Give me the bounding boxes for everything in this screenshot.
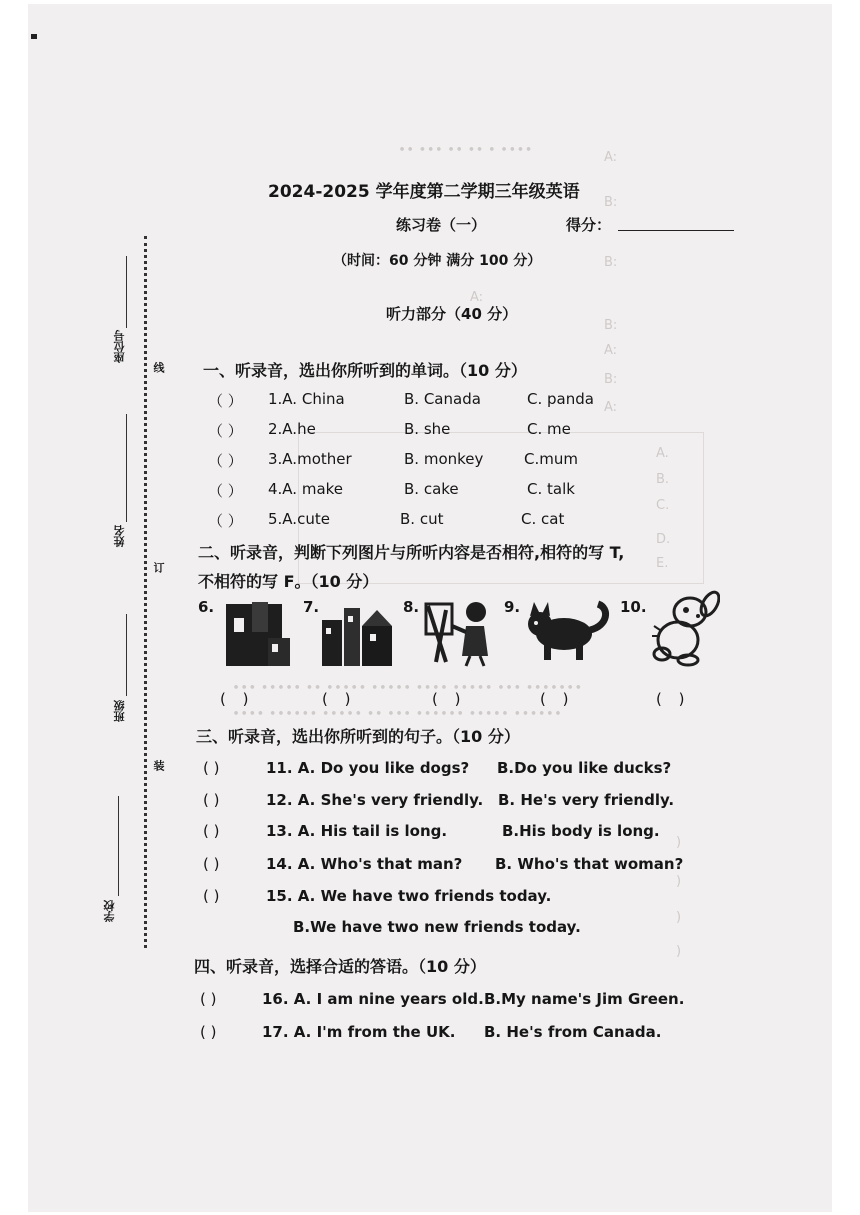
option-b: B. He's very friendly.: [498, 791, 675, 809]
section3-title: 三、听录音，选出你所听到的句子。（10 分）: [196, 727, 520, 746]
option-a: 13. A. His tail is long.: [266, 822, 448, 840]
option-b: B. cut: [400, 510, 444, 528]
option-c: C. panda: [527, 390, 594, 408]
corner-mark: [31, 34, 37, 39]
option-b: B.Do you like ducks?: [497, 759, 672, 777]
option-c: C.mum: [524, 450, 578, 468]
exam-title: 2024-2025 学年度第二学期三年级英语: [268, 182, 580, 202]
option-a: 3.A.mother: [268, 450, 352, 468]
option-b: B. Who's that woman?: [495, 855, 684, 873]
binding-char-staple: 订: [152, 562, 165, 573]
exam-subtitle: 练习卷（一）: [396, 216, 487, 234]
picture-number: 7.: [303, 598, 320, 616]
binding-char-bind: 装: [152, 760, 165, 771]
answer-blank[interactable]: ( ): [203, 855, 220, 873]
option-b: B. she: [404, 420, 451, 438]
option-c: C. me: [527, 420, 571, 438]
name-label: 姓名: [113, 525, 126, 547]
option-b: B. He's from Canada.: [484, 1023, 662, 1041]
house-icon: [222, 600, 298, 670]
score-label: 得分：: [566, 216, 612, 234]
option-a: 1.A. China: [268, 390, 345, 408]
section2-title-line2: 不相符的写 F。（10 分）: [198, 572, 379, 591]
cat-icon: [524, 596, 614, 666]
option-a: 12. A. She's very friendly.: [266, 791, 484, 809]
answer-blank[interactable]: （ ）: [208, 482, 243, 500]
section1-title: 一、听录音，选出你所听到的单词。（10 分）: [203, 361, 527, 380]
seat-number-label: 座位号: [113, 330, 126, 363]
answer-blank[interactable]: ( ): [322, 690, 357, 708]
girl-drawing-icon: [422, 596, 492, 668]
answer-blank[interactable]: ( ): [203, 822, 220, 840]
option-b: B. cake: [404, 480, 459, 498]
option-b: B.We have two new friends today.: [293, 918, 581, 936]
answer-blank[interactable]: ( ): [432, 690, 467, 708]
option-a: 2.A.he: [268, 420, 316, 438]
picture-number: 6.: [198, 598, 215, 616]
option-c: C. talk: [527, 480, 575, 498]
school-field[interactable]: [118, 796, 119, 896]
answer-blank[interactable]: （ ）: [208, 452, 243, 470]
option-b: B. monkey: [404, 450, 484, 468]
binding-char-line: 线: [152, 362, 165, 373]
option-a: 14. A. Who's that man?: [266, 855, 463, 873]
option-a: 17. A. I'm from the UK.: [262, 1023, 456, 1041]
option-a: 16. A. I am nine years old.: [262, 990, 484, 1008]
option-b: B.His body is long.: [502, 822, 660, 840]
school-label: 学校: [103, 900, 116, 922]
option-b: B.My name's Jim Green.: [484, 990, 685, 1008]
picture-number: 8.: [403, 598, 420, 616]
answer-blank[interactable]: ( ): [220, 690, 255, 708]
option-a: 5.A.cute: [268, 510, 330, 528]
score-field[interactable]: [618, 230, 734, 231]
city-scene-icon: [318, 600, 398, 670]
name-field[interactable]: [126, 414, 127, 522]
answer-blank[interactable]: （ ）: [208, 422, 243, 440]
answer-blank[interactable]: ( ): [203, 759, 220, 777]
section2-title-line1: 二、听录音，判断下列图片与所听内容是否相符,相符的写 T,: [198, 543, 625, 562]
answer-blank[interactable]: ( ): [656, 690, 691, 708]
time-info: （时间：60 分钟 满分 100 分）: [333, 253, 542, 269]
answer-blank[interactable]: （ ）: [208, 392, 243, 410]
section4-title: 四、听录音，选择合适的答语。（10 分）: [194, 957, 486, 976]
rabbit-icon: [648, 590, 720, 670]
class-field[interactable]: [126, 614, 127, 696]
answer-blank[interactable]: ( ): [200, 990, 217, 1008]
answer-blank[interactable]: ( ): [200, 1023, 217, 1041]
option-c: C. cat: [521, 510, 565, 528]
option-b: B. Canada: [404, 390, 481, 408]
option-a: 11. A. Do you like dogs?: [266, 759, 470, 777]
picture-number: 10.: [620, 598, 647, 616]
seat-number-field[interactable]: [126, 256, 127, 328]
picture-number: 9.: [504, 598, 521, 616]
class-label: 班级: [113, 700, 126, 722]
binding-dotted-line: [144, 236, 147, 948]
answer-blank[interactable]: ( ): [203, 887, 220, 905]
answer-blank[interactable]: ( ): [203, 791, 220, 809]
answer-blank[interactable]: ( ): [540, 690, 575, 708]
option-a: 4.A. make: [268, 480, 344, 498]
answer-blank[interactable]: （ ）: [208, 512, 243, 530]
option-a: 15. A. We have two friends today.: [266, 887, 552, 905]
part-title: 听力部分（40 分）: [386, 305, 518, 323]
